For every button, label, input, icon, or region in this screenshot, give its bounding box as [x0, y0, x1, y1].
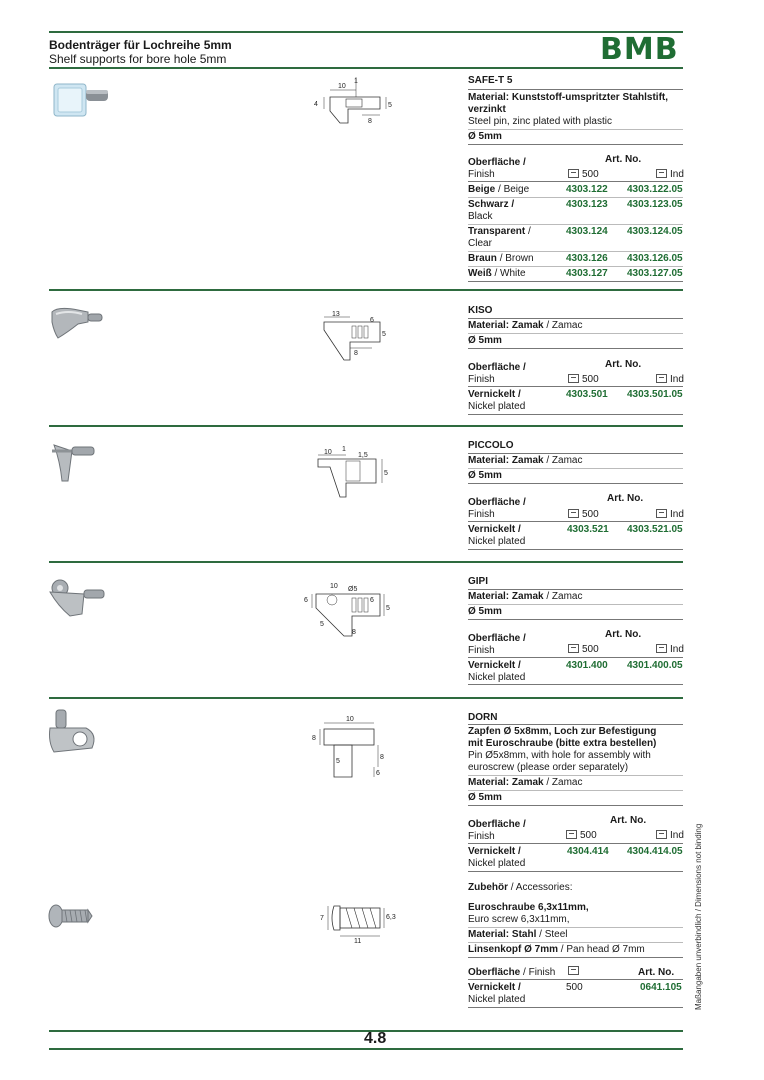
- divider: [468, 251, 683, 252]
- art-no-ind: 4301.400.05: [627, 660, 683, 671]
- product-photo-euroscrew: [48, 902, 94, 935]
- finish-en: / Brown: [499, 253, 534, 264]
- ind-header: [656, 374, 684, 386]
- bmb-logo: BMB: [600, 32, 679, 67]
- divider: [468, 333, 683, 334]
- dim-label: 8: [380, 754, 384, 761]
- dim-label: 4: [314, 101, 318, 108]
- product-name: DORN: [468, 712, 498, 723]
- divider: [468, 805, 683, 806]
- divider: [468, 775, 683, 776]
- divider: [468, 89, 683, 90]
- art-no: 4303.501: [566, 389, 608, 400]
- ind-label: Ind: [670, 374, 684, 385]
- table-row: Schwarz / Black 4303.123 4303.123.05: [468, 199, 683, 222]
- finish-en: Nickel plated: [468, 858, 526, 869]
- finish-de: Braun: [468, 253, 497, 264]
- divider: [468, 453, 683, 454]
- footer-rule-bottom: [49, 1048, 683, 1050]
- artno-header: Art. No.: [605, 154, 642, 165]
- finish-en: Nickel plated: [468, 536, 526, 547]
- material-en: / Zamac: [546, 777, 583, 788]
- ind-label: Ind: [670, 644, 684, 655]
- diameter: Ø 5mm: [468, 606, 502, 617]
- finish-de: Vernickelt /: [468, 524, 521, 535]
- art-no-ind: 4304.414.05: [627, 846, 683, 857]
- dim-label: 6: [370, 317, 374, 324]
- ind-header: [656, 644, 684, 656]
- box-icon: [656, 644, 667, 653]
- material-de: Material: Kunststoff-umspritzter Stahlstift, verzinkt: [468, 92, 669, 115]
- qty-header: [568, 644, 599, 656]
- dim-label: 5: [384, 470, 388, 477]
- dim-label: 1: [342, 446, 346, 453]
- product-photo-dorn: [46, 708, 106, 763]
- accessory-name-de: Euroschraube 6,3x11mm,: [468, 902, 589, 913]
- finish-en: / White: [494, 268, 526, 279]
- dim-label: 6: [376, 770, 380, 777]
- section-rule: [49, 697, 683, 699]
- dim-label: 5: [336, 758, 340, 765]
- table-row: [468, 184, 683, 196]
- finish-de: Weiß: [468, 268, 492, 279]
- section-rule: [49, 289, 683, 291]
- dim-label: 5: [386, 605, 390, 612]
- header-rule: [49, 67, 683, 69]
- technical-drawing-safe-t5: [310, 75, 400, 136]
- dim-label: 6: [304, 597, 308, 604]
- dim-label: 13: [332, 311, 340, 318]
- technical-drawing-gipi: [300, 580, 400, 645]
- divider: [468, 979, 683, 980]
- product-name: GIPI: [468, 576, 489, 587]
- accessory-finish-header: [468, 967, 555, 979]
- qty-header: [566, 830, 597, 842]
- qty-label: 500: [582, 644, 599, 655]
- dim-label: 11: [354, 938, 362, 944]
- art-no-ind: 4303.126.05: [627, 253, 683, 264]
- top-rule: [49, 31, 683, 33]
- ind-label: Ind: [670, 509, 684, 520]
- finish-header-de: Oberfläche /: [468, 633, 526, 644]
- divider: [468, 843, 683, 844]
- diameter: Ø 5mm: [468, 470, 502, 481]
- dim-label: 1: [354, 78, 358, 85]
- finish-en: Black: [468, 211, 493, 222]
- artno-header: Art. No.: [607, 493, 644, 504]
- material-de: Material: Zamak: [468, 455, 544, 466]
- finish-header-en: Finish: [468, 374, 495, 385]
- material-en: Steel pin, zinc plated with plastic: [468, 116, 612, 127]
- dim-label: 8: [354, 350, 358, 357]
- divider: [468, 144, 683, 145]
- dim-label: Ø5: [348, 586, 358, 593]
- artno-header: Art. No.: [605, 629, 642, 640]
- accessory-artno-header: Art. No.: [638, 967, 675, 978]
- divider: [468, 181, 683, 182]
- box-icon: [656, 509, 667, 518]
- divider: [468, 589, 683, 590]
- table-row: [468, 389, 683, 413]
- dim-label: 6: [370, 597, 374, 604]
- accessory-heading-de: Zubehör: [468, 882, 508, 893]
- diameter: Ø 5mm: [468, 335, 502, 346]
- art-no-ind: 4303.123.05: [627, 199, 683, 210]
- divider: [468, 942, 683, 943]
- box-icon: [656, 169, 667, 178]
- finish-header-de: Oberfläche /: [468, 497, 526, 508]
- finish-header-en: Finish: [468, 831, 495, 842]
- divider: [468, 957, 683, 958]
- dim-label: 7: [320, 915, 324, 922]
- divider: [468, 281, 683, 282]
- dim-label: 8: [312, 735, 316, 742]
- art-no: 4303.124: [566, 226, 608, 237]
- product-photo-piccolo: [48, 437, 100, 490]
- finish-en: / Beige: [498, 184, 530, 195]
- table-row: Transparent / Clear 4303.124 4303.124.05: [468, 226, 683, 249]
- divider: [468, 549, 683, 550]
- accessory-head: [468, 944, 645, 956]
- technical-drawing-piccolo: [310, 445, 400, 506]
- finish-de: Vernickelt /: [468, 389, 521, 400]
- ind-header: [656, 509, 684, 521]
- art-no-ind: 4303.501.05: [627, 389, 683, 400]
- finish-de: Vernickelt /: [468, 982, 521, 993]
- ind-label: Ind: [670, 830, 684, 841]
- finish-en: Nickel plated: [468, 672, 526, 683]
- divider: [468, 521, 683, 522]
- divider: [468, 348, 683, 349]
- qty-header: [568, 374, 599, 386]
- finish-header-de: Oberfläche /: [468, 362, 526, 373]
- accessory-material-en: / Steel: [539, 929, 568, 940]
- desc-de-1: Zapfen Ø 5x8mm, Loch zur Befestigung: [468, 726, 657, 737]
- product-name: SAFE-T 5: [468, 75, 513, 86]
- table-row: [468, 524, 683, 548]
- material: [468, 777, 583, 789]
- divider: [468, 483, 683, 484]
- divider: [468, 129, 683, 130]
- accessory-name-en: Euro screw 6,3x11mm,: [468, 914, 570, 925]
- dim-label: 6,3: [386, 914, 396, 921]
- qty-header: [568, 509, 599, 521]
- page-number: 4.8: [364, 1030, 387, 1047]
- technical-drawing-dorn: [312, 715, 392, 790]
- table-row: [468, 253, 683, 265]
- divider: [468, 619, 683, 620]
- finish-en: Clear: [468, 238, 492, 249]
- dim-label: 1,5: [358, 452, 368, 459]
- art-no-ind: 4303.124.05: [627, 226, 683, 237]
- box-icon: [568, 966, 579, 975]
- finish-en: Nickel plated: [468, 994, 526, 1005]
- accessory-material-de: Material: Stahl: [468, 929, 537, 940]
- accessory-material: [468, 929, 568, 941]
- art-no-ind: 4303.521.05: [627, 524, 683, 535]
- art-no: 4303.123: [566, 199, 608, 210]
- divider: [468, 318, 683, 319]
- ind-header: [656, 169, 684, 181]
- art-no: 4301.400: [566, 660, 608, 671]
- material-en: / Zamac: [546, 591, 583, 602]
- finish-header-en: Finish: [468, 169, 495, 180]
- qty-label: 500: [582, 374, 599, 385]
- dim-label: 8: [352, 629, 356, 636]
- box-icon: [568, 644, 579, 653]
- finish-de: Vernickelt /: [468, 846, 521, 857]
- product-name: PICCOLO: [468, 440, 514, 451]
- dim-label: 10: [324, 449, 332, 456]
- divider: [468, 414, 683, 415]
- technical-drawing-kiso: [310, 308, 400, 369]
- ind-header: [656, 830, 684, 842]
- divider: [468, 657, 683, 658]
- box-icon: [568, 374, 579, 383]
- art-no-ind: 4303.127.05: [627, 268, 683, 279]
- desc-en-1: Pin Ø5x8mm, with hole for assembly with: [468, 750, 651, 761]
- art-no: 4303.521: [567, 524, 609, 535]
- divider: [468, 790, 683, 791]
- qty-header: [568, 169, 599, 181]
- technical-drawing-euroscrew: [316, 898, 406, 949]
- artno-header: Art. No.: [605, 359, 642, 370]
- material-en: / Zamac: [546, 455, 583, 466]
- art-no: 4303.122: [566, 184, 608, 195]
- finish-de: Schwarz: [468, 199, 509, 210]
- divider: [468, 266, 683, 267]
- art-no: 4303.126: [566, 253, 608, 264]
- divider: [468, 724, 683, 725]
- finish-header-de: Oberfläche /: [468, 157, 526, 168]
- table-row: [468, 846, 683, 870]
- finish-header-en: Finish: [468, 509, 495, 520]
- material: [468, 320, 583, 332]
- finish-de: Transparent: [468, 226, 526, 237]
- desc-en-2: euroscrew (please order separately): [468, 762, 629, 773]
- dim-label: 10: [330, 583, 338, 590]
- material-en: / Zamac: [546, 320, 583, 331]
- table-row: [468, 660, 683, 684]
- accessory-head-en: / Pan head Ø 7mm: [560, 944, 645, 955]
- art-no: 4304.414: [567, 846, 609, 857]
- qty-value: 500: [566, 982, 583, 993]
- material: [468, 455, 583, 467]
- section-rule: [49, 561, 683, 563]
- diameter: Ø 5mm: [468, 792, 502, 803]
- dim-label: 5: [320, 621, 324, 628]
- finish-header-de: Oberfläche: [468, 967, 521, 978]
- section-rule: [49, 425, 683, 427]
- material: [468, 591, 583, 603]
- product-photo-safe-t5: [50, 80, 112, 127]
- page-title-en: Shelf supports for bore hole 5mm: [49, 52, 227, 66]
- finish-header-de: Oberfläche /: [468, 819, 526, 830]
- finish-en: Nickel plated: [468, 401, 526, 412]
- box-icon: [656, 374, 667, 383]
- qty-label: 500: [582, 509, 599, 520]
- material-de: Material: Zamak: [468, 777, 544, 788]
- finish-de: Beige: [468, 184, 496, 195]
- divider: [468, 386, 683, 387]
- material-de: Material: Zamak: [468, 591, 544, 602]
- art-no: 0641.105: [640, 982, 682, 993]
- divider: [468, 927, 683, 928]
- accessory-qty-icon: [568, 966, 582, 978]
- accessory-heading-en: / Accessories:: [510, 882, 573, 893]
- divider: [468, 197, 683, 198]
- artno-header: Art. No.: [610, 815, 647, 826]
- divider: [468, 1007, 683, 1008]
- art-no-ind: 4303.122.05: [627, 184, 683, 195]
- box-icon: [568, 169, 579, 178]
- dim-label: 10: [338, 83, 346, 90]
- divider: [468, 468, 683, 469]
- divider: [468, 684, 683, 685]
- box-icon: [566, 830, 577, 839]
- divider: [468, 871, 683, 872]
- qty-label: 500: [582, 169, 599, 180]
- page-title-de: Bodenträger für Lochreihe 5mm: [49, 38, 232, 52]
- dim-label: 5: [388, 102, 392, 109]
- table-row: [468, 268, 683, 280]
- qty-label: 500: [580, 830, 597, 841]
- accessory-head-de: Linsenkopf Ø 7mm: [468, 944, 559, 955]
- accessory-heading: [468, 882, 572, 894]
- art-no: 4303.127: [566, 268, 608, 279]
- box-icon: [656, 830, 667, 839]
- finish-de: Vernickelt /: [468, 660, 521, 671]
- finish-header-en: Finish: [468, 645, 495, 656]
- product-photo-gipi: [44, 574, 110, 625]
- dim-label: 10: [346, 716, 354, 723]
- product-name: KISO: [468, 305, 493, 316]
- divider: [468, 604, 683, 605]
- ind-label: Ind: [670, 169, 684, 180]
- product-photo-kiso: [48, 302, 110, 347]
- table-row: [468, 982, 683, 1006]
- dim-label: 8: [368, 118, 372, 125]
- disclaimer-side-note: Maßangaben unverbindlich / Dimensions not binding: [694, 823, 703, 1010]
- box-icon: [568, 509, 579, 518]
- material-de: Material: Zamak: [468, 320, 544, 331]
- divider: [468, 224, 683, 225]
- finish-header-en: / Finish: [523, 967, 556, 978]
- dim-label: 5: [382, 331, 386, 338]
- diameter: Ø 5mm: [468, 131, 502, 142]
- desc-de-2: mit Euroschraube (bitte extra bestellen): [468, 738, 657, 749]
